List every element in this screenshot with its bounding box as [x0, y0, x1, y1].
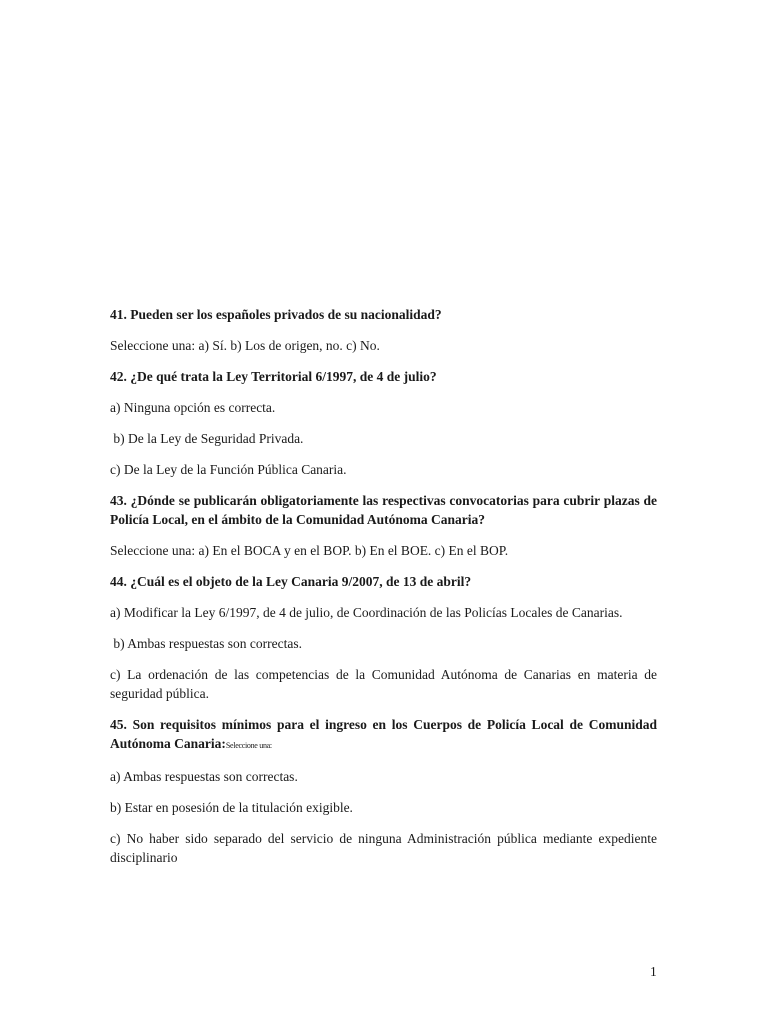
question-43-options: Seleccione una: a) En el BOCA y en el BOP. b) En el BOE. c) En el BOP. [110, 543, 509, 558]
question-42: 42. ¿De qué trata la Ley Territorial 6/1997, de 4 de julio? [110, 369, 437, 384]
question-45-option-b: b) Estar en posesión de la titulación exigible. [110, 800, 353, 815]
question-45-option-a: a) Ambas respuestas son correctas. [110, 769, 298, 784]
question-43: 43. ¿Dónde se publicarán obligatoriamente las respectivas convocatorias para cubrir plazas de Policía Local, en el ámbito de la Comunidad Autónoma Canaria? [110, 493, 657, 527]
question-41-options: Seleccione una: a) Sí. b) Los de origen, no. c) No. [110, 338, 380, 353]
question-45 [110, 715, 657, 755]
question-41: 41. Pueden ser los españoles privados de su nacionalidad? [110, 307, 442, 322]
question-42-option-a: a) Ninguna opción es correcta. [110, 400, 276, 415]
question-45-text: 45. Son requisitos mínimos para el ingreso en los Cuerpos de Policía Local de Comunidad Autónoma Canaria: [110, 717, 657, 751]
question-42-option-c: c) De la Ley de la Función Pública Canaria. [110, 462, 347, 477]
question-44-option-c: c) La ordenación de las competencias de la Comunidad Autónoma de Canarias en materia de seguridad pública. [110, 667, 657, 701]
question-42-option-b: b) De la Ley de Seguridad Privada. [110, 431, 304, 446]
questions-list [110, 305, 657, 879]
question-44-option-a: a) Modificar la Ley 6/1997, de 4 de julio, de Coordinación de las Policías Locales de Canarias. [110, 605, 623, 620]
question-44: 44. ¿Cuál es el objeto de la Ley Canaria 9/2007, de 13 de abril? [110, 574, 472, 589]
question-45-option-c: c) No haber sido separado del servicio de ninguna Administración pública mediante expediente disciplinario [110, 831, 657, 865]
question-44-option-b: b) Ambas respuestas son correctas. [110, 636, 302, 651]
question-45-suffix: Seleccione una: [225, 741, 272, 750]
page-number: 1 [650, 964, 657, 979]
